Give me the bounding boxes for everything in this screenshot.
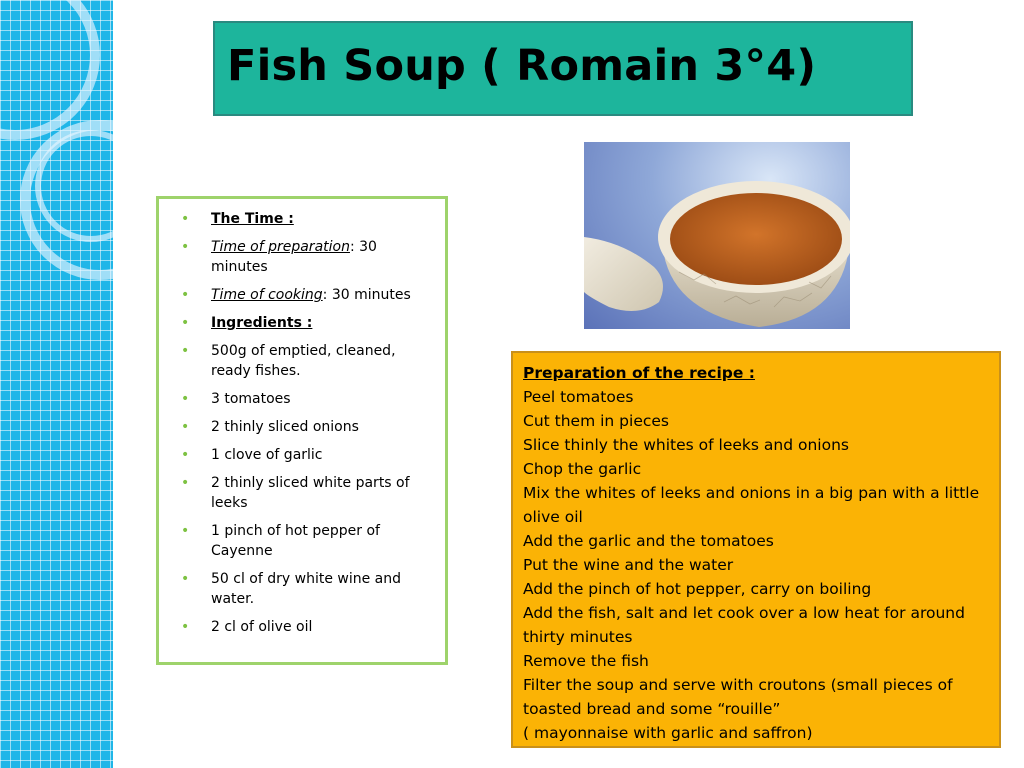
recipe-step: Peel tomatoes (523, 388, 634, 406)
bullet-icon: • (181, 239, 190, 255)
cook-time-value: : 30 minutes (322, 287, 411, 303)
bullet-icon: • (181, 315, 190, 331)
decorative-ring (0, 0, 100, 140)
recipe-step: Cut them in pieces (523, 412, 669, 430)
list-item (181, 341, 431, 381)
ingredient-text: 2 thinly sliced onions (211, 419, 359, 435)
bullet-icon: • (181, 447, 190, 463)
recipe-step: Filter the soup and serve with croutons (small pieces of toasted bread and some “rouille” (523, 676, 953, 718)
bullet-icon: • (181, 523, 190, 539)
list-item (181, 313, 431, 333)
ingredient-text: 500g of emptied, cleaned, ready fishes. (211, 343, 396, 379)
ingredient-text: 2 cl of olive oil (211, 619, 313, 635)
list-item (181, 617, 431, 637)
recipe-step: Slice thinly the whites of leeks and onions (523, 436, 849, 454)
list-item (181, 521, 431, 561)
bullet-icon: • (181, 475, 190, 491)
list-item (181, 389, 431, 409)
list-item (181, 237, 431, 277)
recipe-step: Mix the whites of leeks and onions in a big pan with a little olive oil (523, 484, 980, 526)
ingredients-panel (156, 196, 448, 665)
recipe-step: Add the garlic and the tomatoes (523, 532, 774, 550)
recipe-step: ( mayonnaise with garlic and saffron) (523, 724, 813, 742)
cook-time-label: Time of cooking (211, 287, 323, 303)
bullet-icon: • (181, 391, 190, 407)
bullet-icon: • (181, 419, 190, 435)
list-item (181, 209, 431, 229)
bullet-icon: • (181, 211, 190, 227)
bullet-icon: • (181, 619, 190, 635)
list-item (181, 417, 431, 437)
list-item (181, 285, 431, 305)
ingredients-list (159, 199, 445, 637)
ingredient-text: 2 thinly sliced white parts of leeks (211, 475, 410, 511)
ingredients-heading: Ingredients : (211, 315, 313, 331)
ingredient-text: 1 clove of garlic (211, 447, 323, 463)
prep-time-label: Time of preparation (211, 239, 350, 255)
ingredient-text: 50 cl of dry white wine and water. (211, 571, 402, 607)
recipe-step: Put the wine and the water (523, 556, 734, 574)
recipe-step: Remove the fish (523, 652, 649, 670)
decorative-side-strip (0, 0, 113, 768)
list-item (181, 445, 431, 465)
recipe-step: Add the pinch of hot pepper, carry on boiling (523, 580, 872, 598)
bullet-icon: • (181, 571, 190, 587)
recipe-panel (511, 351, 1001, 748)
list-item (181, 473, 431, 513)
recipe-heading: Preparation of the recipe : (523, 364, 755, 382)
bullet-icon: • (181, 343, 190, 359)
title-banner (213, 21, 913, 116)
prep-time-value: : 30 minutes (211, 239, 377, 275)
ingredient-text: 3 tomatoes (211, 391, 291, 407)
time-heading: The Time : (211, 211, 294, 227)
slide-title: Fish Soup ( Romain 3°4) (227, 41, 817, 91)
bullet-icon: • (181, 287, 190, 303)
ingredient-text: 1 pinch of hot pepper of Cayenne (211, 523, 380, 559)
list-item (181, 569, 431, 609)
recipe-step: Add the fish, salt and let cook over a low heat for around thirty minutes (523, 604, 965, 646)
recipe-step: Chop the garlic (523, 460, 642, 478)
soup-bowl-photo (584, 142, 850, 329)
